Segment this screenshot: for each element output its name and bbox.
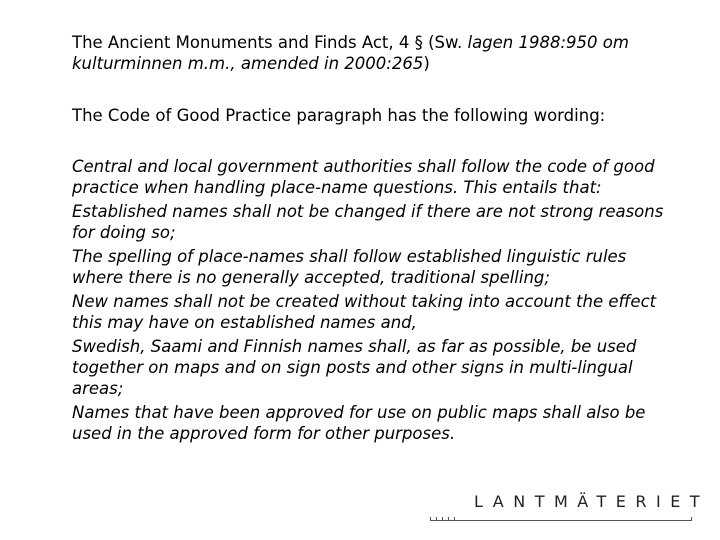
- footer-rule-tick: [436, 517, 437, 521]
- footer-rule-tick: [442, 517, 443, 521]
- footer-logo-area: [430, 492, 710, 522]
- quote-paragraph: The spelling of place-names shall follow established linguistic rules where there is no generally accepted, traditional spelling;: [72, 247, 627, 287]
- quote-paragraph: Names that have been approved for use on public maps shall also be used in the approved form for other purposes.: [72, 403, 646, 443]
- quote-paragraph: Central and local government authorities shall follow the code of good practice when handling place-name questions. This entails that:: [72, 157, 655, 197]
- act-heading: [72, 32, 682, 74]
- act-heading-close: ): [423, 54, 430, 73]
- act-heading-normal: The Ancient Monuments and Finds Act, 4 § (Sw.: [72, 33, 468, 52]
- footer-rule-tick: [430, 517, 431, 521]
- footer-rule-tick: [448, 517, 449, 521]
- quote-paragraph: New names shall not be created without taking into account the effect this may have on established names and,: [72, 292, 657, 332]
- intro-text: The Code of Good Practice paragraph has the following wording:: [72, 106, 606, 125]
- footer-rule-tick: [454, 517, 455, 521]
- lantmateriet-logo: LANTMÄTERIET: [474, 492, 710, 511]
- code-of-practice-quote: [72, 156, 682, 447]
- quote-paragraph: Swedish, Saami and Finnish names shall, as far as possible, be used together on maps and on sign posts and other signs in multi-lingual areas;: [72, 337, 637, 398]
- quote-paragraph: Established names shall not be changed if there are not strong reasons for doing so;: [72, 202, 664, 242]
- footer-rule-tick: [691, 517, 692, 521]
- footer-rule: [430, 520, 692, 521]
- act-heading-italic: lagen 1988:950 om kulturminnen m.m., amended in 2000:265: [72, 33, 629, 73]
